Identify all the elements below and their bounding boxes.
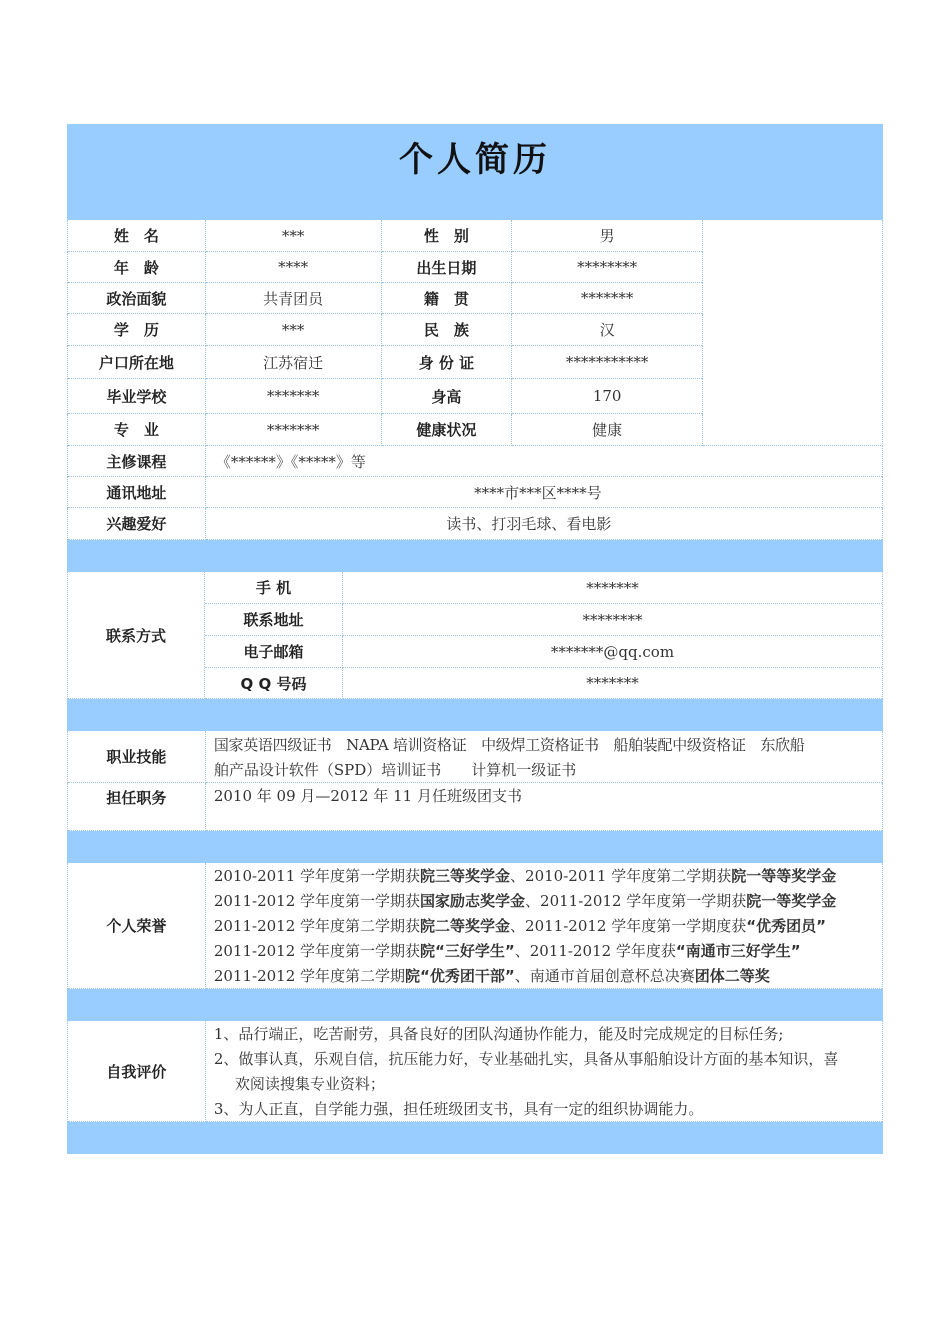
honor-text: 2011-2012 学年度第一学期获 xyxy=(213,892,421,910)
honor-text: 2011-2012 学年度第二学期 xyxy=(213,967,406,985)
field-label: 专 业 xyxy=(68,414,206,446)
self-eval-item: 欢阅读搜集专业资料； xyxy=(234,1075,385,1093)
contact-field-label: 手 机 xyxy=(205,572,343,604)
honor-text: 、2011-2012 学年度获 xyxy=(514,942,676,960)
address-value: ****市***区****号 xyxy=(206,477,882,508)
honor-highlight: 院二等奖学金 xyxy=(420,917,511,935)
honor-highlight: 国家励志奖学金 xyxy=(420,892,526,910)
field-value: 共青团员 xyxy=(206,283,382,314)
field-label: 民 族 xyxy=(382,314,513,346)
field-label: 籍 贯 xyxy=(382,283,513,314)
skills-value xyxy=(206,731,882,783)
basic-info-table xyxy=(67,220,703,446)
field-value: ******* xyxy=(206,379,382,414)
field-value: 170 xyxy=(512,379,702,414)
photo-area xyxy=(703,220,883,446)
skills-label: 职业技能 xyxy=(68,731,206,783)
basic-info-block xyxy=(67,220,883,446)
self-eval-item: 2、做事认真，乐观自信，抗压能力好，专业基础扎实，具备从事船舶设计方面的基本知识，喜 xyxy=(213,1050,839,1068)
duty-label: 担任职务 xyxy=(68,783,206,831)
courses-row xyxy=(67,446,883,477)
honor-line xyxy=(214,939,874,964)
duty-value: 2010 年 09 月—2012 年 11 月任班级团支书 xyxy=(206,783,882,831)
field-value: ******* xyxy=(206,414,382,446)
hobbies-row xyxy=(67,508,883,540)
basic-row xyxy=(67,414,703,446)
section-band xyxy=(67,989,883,1021)
self-eval-item: 3、为人正直，自学能力强，担任班级团支书，具有一定的组织协调能力。 xyxy=(213,1100,704,1118)
honor-line xyxy=(214,964,874,989)
basic-row xyxy=(67,314,703,346)
field-label: 学 历 xyxy=(68,314,206,346)
honors-label: 个人荣誉 xyxy=(68,863,206,989)
address-row xyxy=(67,477,883,508)
field-value: 汉 xyxy=(512,314,702,346)
self-eval-row xyxy=(67,1021,883,1122)
honor-highlight: 院一等奖学金 xyxy=(746,892,837,910)
courses-value: 《******》《*****》等 xyxy=(206,446,882,477)
section-band xyxy=(67,540,883,572)
contact-row xyxy=(205,668,882,699)
contact-label: 联系方式 xyxy=(68,572,205,699)
self-eval-value xyxy=(206,1021,882,1122)
contact-field-label: 联系地址 xyxy=(205,604,343,636)
contact-field-value: ******* xyxy=(343,572,882,604)
field-value: *** xyxy=(206,220,382,252)
hobbies-value: 读书、打羽毛球、看电影 xyxy=(206,508,882,540)
field-label: 户口所在地 xyxy=(68,346,206,379)
skills-line: 舶产品设计软件（SPD）培训证书 计算机一级证书 xyxy=(213,761,577,779)
contact-row xyxy=(205,572,882,604)
honor-highlight: 院“优秀团干部” xyxy=(405,967,515,985)
contact-field-value: ******* xyxy=(343,668,882,699)
honor-text: 2011-2012 学年度第一学期获 xyxy=(213,942,421,960)
field-label: 性 别 xyxy=(382,220,513,252)
contact-field-label: 电子邮箱 xyxy=(205,636,343,668)
field-label: 姓 名 xyxy=(68,220,206,252)
honor-line xyxy=(214,889,874,914)
section-band xyxy=(67,1122,883,1154)
field-label: 身高 xyxy=(382,379,513,414)
honor-highlight: 院三等奖学金 xyxy=(420,867,511,885)
self-eval-label: 自我评价 xyxy=(68,1021,206,1122)
honor-text: 、2011-2012 学年度第一学期获 xyxy=(525,892,747,910)
duty-row xyxy=(67,783,883,831)
field-label: 健康状况 xyxy=(382,414,513,446)
skills-row xyxy=(67,731,883,783)
resume-sheet xyxy=(67,124,883,1154)
field-value: 健康 xyxy=(512,414,702,446)
field-value: *** xyxy=(206,314,382,346)
field-value: 男 xyxy=(512,220,702,252)
honor-text: 2010-2011 学年度第一学期获 xyxy=(213,867,421,885)
self-eval-item: 1、品行端正，吃苦耐劳，具备良好的团队沟通协作能力，能及时完成规定的目标任务; xyxy=(213,1025,784,1043)
hobbies-label: 兴趣爱好 xyxy=(68,508,206,540)
field-label: 年 龄 xyxy=(68,252,206,283)
field-label: 政治面貌 xyxy=(68,283,206,314)
honors-row xyxy=(67,863,883,989)
honor-line xyxy=(214,914,874,939)
contact-field-value: ******** xyxy=(343,604,882,636)
basic-row xyxy=(67,379,703,414)
field-value: ******* xyxy=(512,283,702,314)
honor-highlight: “优秀团员” xyxy=(746,917,826,935)
contact-block xyxy=(67,572,883,699)
field-value: ******** xyxy=(512,252,702,283)
honor-highlight: 院“三好学生” xyxy=(420,942,515,960)
honor-text: 、南通市首届创意杯总决赛 xyxy=(514,967,695,985)
field-value: **** xyxy=(206,252,382,283)
section-band xyxy=(67,831,883,863)
honor-line xyxy=(214,864,874,889)
basic-row xyxy=(67,346,703,379)
honor-highlight: “南通市三好学生” xyxy=(675,942,801,960)
field-value: 江苏宿迁 xyxy=(206,346,382,379)
contact-field-label: Q Q 号码 xyxy=(205,668,343,699)
honor-text: 、2010-2011 学年度第二学期获 xyxy=(510,867,732,885)
honor-highlight: 院一等等奖学金 xyxy=(731,867,837,885)
contact-field-value: *******@qq.com xyxy=(343,636,882,668)
basic-row xyxy=(67,220,703,252)
basic-row xyxy=(67,283,703,314)
honor-highlight: 团体二等奖 xyxy=(694,967,770,985)
basic-row xyxy=(67,252,703,283)
field-label: 身 份 证 xyxy=(382,346,513,379)
field-value: *********** xyxy=(512,346,702,379)
honor-text: 、2011-2012 学年度第一学期度获 xyxy=(510,917,747,935)
honors-value xyxy=(206,863,882,989)
skills-line: 国家英语四级证书 NAPA 培训资格证 中级焊工资格证书 船舶装配中级资格证 东欣船 xyxy=(213,736,805,754)
field-label: 出生日期 xyxy=(382,252,513,283)
honor-text: 2011-2012 学年度第二学期获 xyxy=(213,917,421,935)
contact-table xyxy=(205,572,882,699)
field-label: 毕业学校 xyxy=(68,379,206,414)
title-band xyxy=(67,124,883,220)
resume-title: 个人简历 xyxy=(399,140,551,180)
courses-label: 主修课程 xyxy=(68,446,206,477)
contact-row xyxy=(205,636,882,668)
section-band xyxy=(67,699,883,731)
contact-row xyxy=(205,604,882,636)
address-label: 通讯地址 xyxy=(68,477,206,508)
